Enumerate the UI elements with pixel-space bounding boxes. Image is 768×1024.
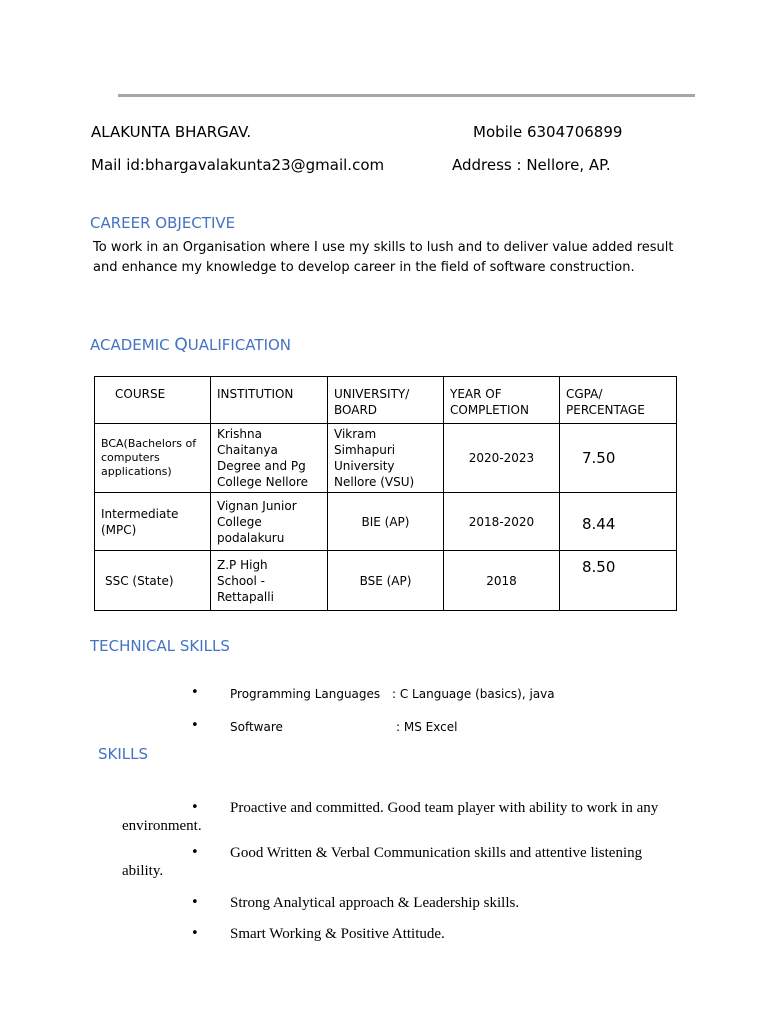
academic-heading-q: Q	[174, 335, 188, 355]
header-institution: INSTITUTION	[211, 377, 328, 424]
bullet-icon: •	[191, 926, 199, 941]
row-institution: Vignan Junior College podalakuru	[211, 493, 328, 551]
postal-address: Address : Nellore, AP.	[452, 156, 611, 174]
bullet-icon: •	[191, 895, 199, 910]
row-score: 7.50	[560, 424, 677, 493]
career-objective-heading: CAREER OBJECTIVE	[90, 214, 236, 232]
technical-skills-heading: TECHNICAL SKILLS	[90, 637, 230, 655]
bullet-icon: •	[191, 718, 199, 733]
header-year: YEAR OF COMPLETION	[444, 377, 560, 424]
row-board: BSE (AP)	[328, 551, 444, 611]
tech-skill-value: : MS Excel	[396, 720, 458, 734]
row-course: BCA(Bachelors of computers applications)	[95, 424, 211, 493]
career-objective-line-1: To work in an Organisation where I use my skills to lush and to deliver value added result	[93, 240, 674, 255]
career-objective-text	[93, 238, 693, 278]
skill-item-2-line-2: ability.	[122, 863, 164, 879]
email-address: Mail id:bhargavalakunta23@gmail.com	[91, 156, 385, 174]
skills-heading: SKILLS	[98, 745, 149, 763]
row-score: 8.44	[560, 493, 677, 551]
academic-heading	[90, 335, 291, 355]
mobile-number: Mobile 6304706899	[473, 123, 623, 141]
academic-table	[94, 376, 677, 611]
header-course: COURSE	[95, 377, 211, 424]
academic-heading-part1: ACADEMIC	[90, 336, 175, 354]
table-row	[95, 424, 677, 493]
header-cgpa: CGPA/ PERCENTAGE	[560, 377, 677, 424]
row-year: 2018	[444, 551, 560, 611]
bullet-icon: •	[191, 800, 199, 815]
skill-item-1-line-1: Proactive and committed. Good team player with ability to work in any	[230, 800, 659, 816]
header-rule	[118, 94, 695, 97]
tech-skill-label: Software	[230, 720, 283, 734]
row-score: 8.50	[560, 551, 677, 611]
table-row	[95, 551, 677, 611]
academic-heading-part2: UALIFICATION	[187, 336, 292, 354]
tech-skill-label: Programming Languages	[230, 687, 381, 701]
row-year: 2018-2020	[444, 493, 560, 551]
skill-item-1-line-2: environment.	[122, 818, 202, 834]
table-row	[95, 493, 677, 551]
bullet-icon: •	[191, 845, 199, 860]
candidate-name: ALAKUNTA BHARGAV.	[91, 123, 252, 141]
row-year: 2020-2023	[444, 424, 560, 493]
row-institution	[211, 551, 328, 611]
header-university-board: UNIVERSITY/ BOARD	[328, 377, 444, 424]
row-board: BIE (AP)	[328, 493, 444, 551]
bullet-icon: •	[191, 685, 199, 700]
skill-item-3: Strong Analytical approach & Leadership skills.	[230, 895, 520, 911]
row-course: SSC (State)	[95, 551, 211, 611]
row-course: Intermediate (MPC)	[95, 493, 211, 551]
skill-item-2-line-1: Good Written & Verbal Communication skills and attentive listening	[230, 845, 643, 861]
career-objective-line-2: and enhance my knowledge to develop career in the field of software construction.	[93, 260, 635, 275]
academic-header-row	[95, 377, 677, 424]
row-institution-text: Z.P High School - Rettapalli	[217, 557, 274, 604]
row-board: Vikram Simhapuri University Nellore (VSU)	[328, 424, 444, 493]
row-institution: Krishna Chaitanya Degree and Pg College Nellore	[211, 424, 328, 493]
tech-skill-value: : C Language (basics), java	[392, 687, 555, 701]
skill-item-4: Smart Working & Positive Attitude.	[230, 926, 445, 942]
